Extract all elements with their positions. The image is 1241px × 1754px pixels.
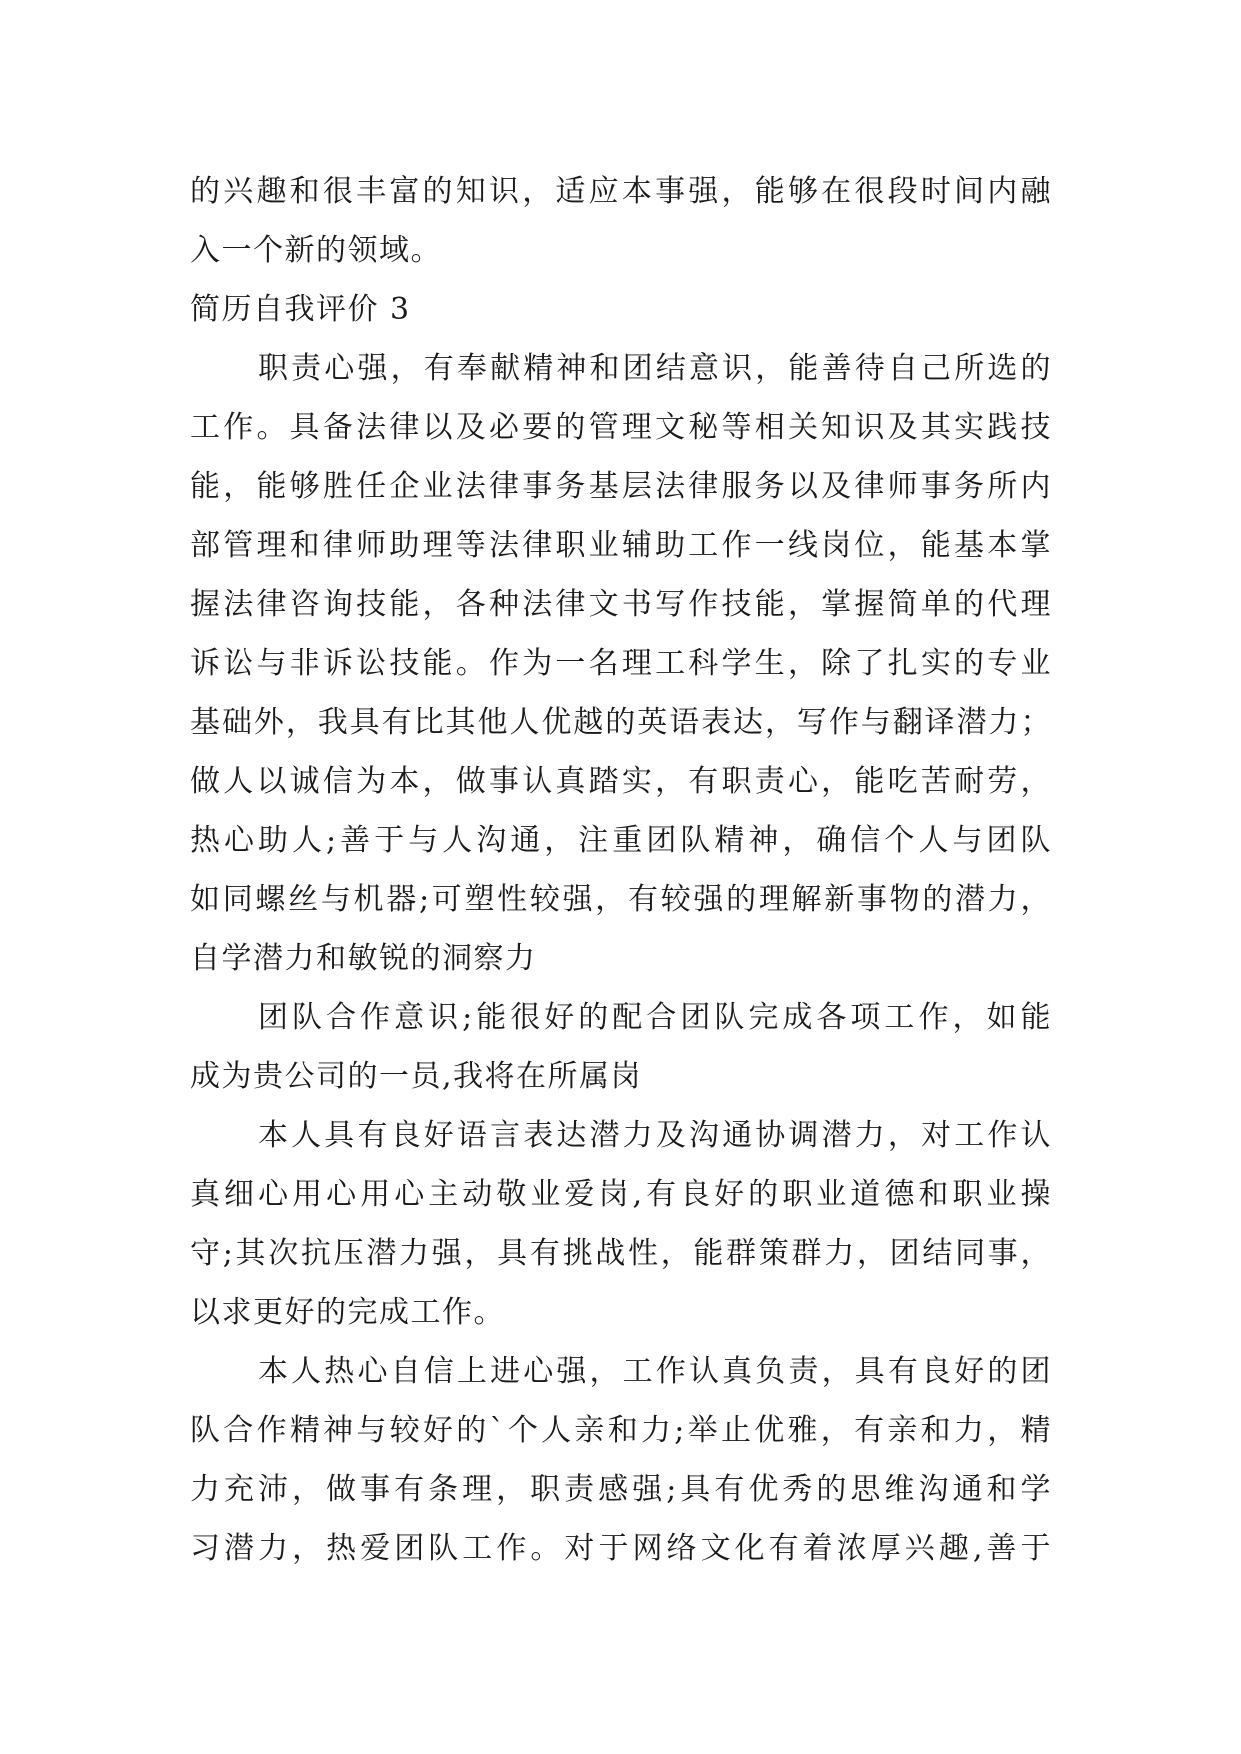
text-line: 守;其次抗压潜力强，具有挑战性，能群策群力，团结同事，	[190, 1236, 1052, 1271]
paragraph	[190, 162, 1052, 280]
text-line: 诉讼与非诉讼技能。作为一名理工科学生，除了扎实的专业	[190, 646, 1052, 681]
text-line: 本人热心自信上进心强，工作认真负责，具有良好的团	[258, 1354, 1052, 1389]
paragraph	[190, 1342, 1052, 1578]
text-line: 队合作精神与较好的`个人亲和力;举止优雅，有亲和力，精	[190, 1413, 1052, 1448]
text-line: 能，能够胜任企业法律事务基层法律服务以及律师事务所内	[190, 469, 1052, 504]
text-line: 自学潜力和敏锐的洞察力	[190, 941, 537, 976]
paragraph	[190, 339, 1052, 988]
paragraph	[190, 988, 1052, 1106]
text-line: 习潜力，热爱团队工作。对于网络文化有着浓厚兴趣,善于	[190, 1531, 1052, 1566]
document-body	[190, 162, 1052, 1578]
text-line: 握法律咨询技能，各种法律文书写作技能，掌握简单的代理	[190, 587, 1052, 622]
text-line: 工作。具备法律以及必要的管理文秘等相关知识及其实践技	[190, 410, 1052, 445]
paragraph	[190, 1106, 1052, 1342]
text-line: 团队合作意识;能很好的配合团队完成各项工作，如能	[258, 1000, 1052, 1035]
text-line: 热心助人;善于与人沟通，注重团队精神，确信个人与团队	[190, 823, 1052, 858]
section-heading: 简历自我评价 3	[190, 292, 411, 327]
text-line: 入一个新的领域。	[190, 233, 442, 268]
text-line: 以求更好的完成工作。	[190, 1295, 505, 1330]
text-line: 职责心强，有奉献精神和团结意识，能善待自己所选的	[258, 351, 1052, 386]
text-line: 部管理和律师助理等法律职业辅助工作一线岗位，能基本掌	[190, 528, 1052, 563]
text-line: 基础外，我具有比其他人优越的英语表达，写作与翻译潜力；	[190, 705, 1052, 740]
text-line: 力充沛，做事有条理，职责感强;具有优秀的思维沟通和学	[190, 1472, 1052, 1507]
text-line: 做人以诚信为本，做事认真踏实，有职责心，能吃苦耐劳，	[190, 764, 1052, 799]
text-line: 如同螺丝与机器;可塑性较强，有较强的理解新事物的潜力，	[190, 882, 1052, 917]
text-line: 的兴趣和很丰富的知识，适应本事强，能够在很段时间内融	[190, 174, 1052, 209]
text-line: 本人具有良好语言表达潜力及沟通协调潜力，对工作认	[258, 1118, 1052, 1153]
text-line: 真细心用心用心主动敬业爱岗,有良好的职业道德和职业操	[190, 1177, 1052, 1212]
text-line: 成为贵公司的一员,我将在所属岗	[190, 1059, 643, 1094]
